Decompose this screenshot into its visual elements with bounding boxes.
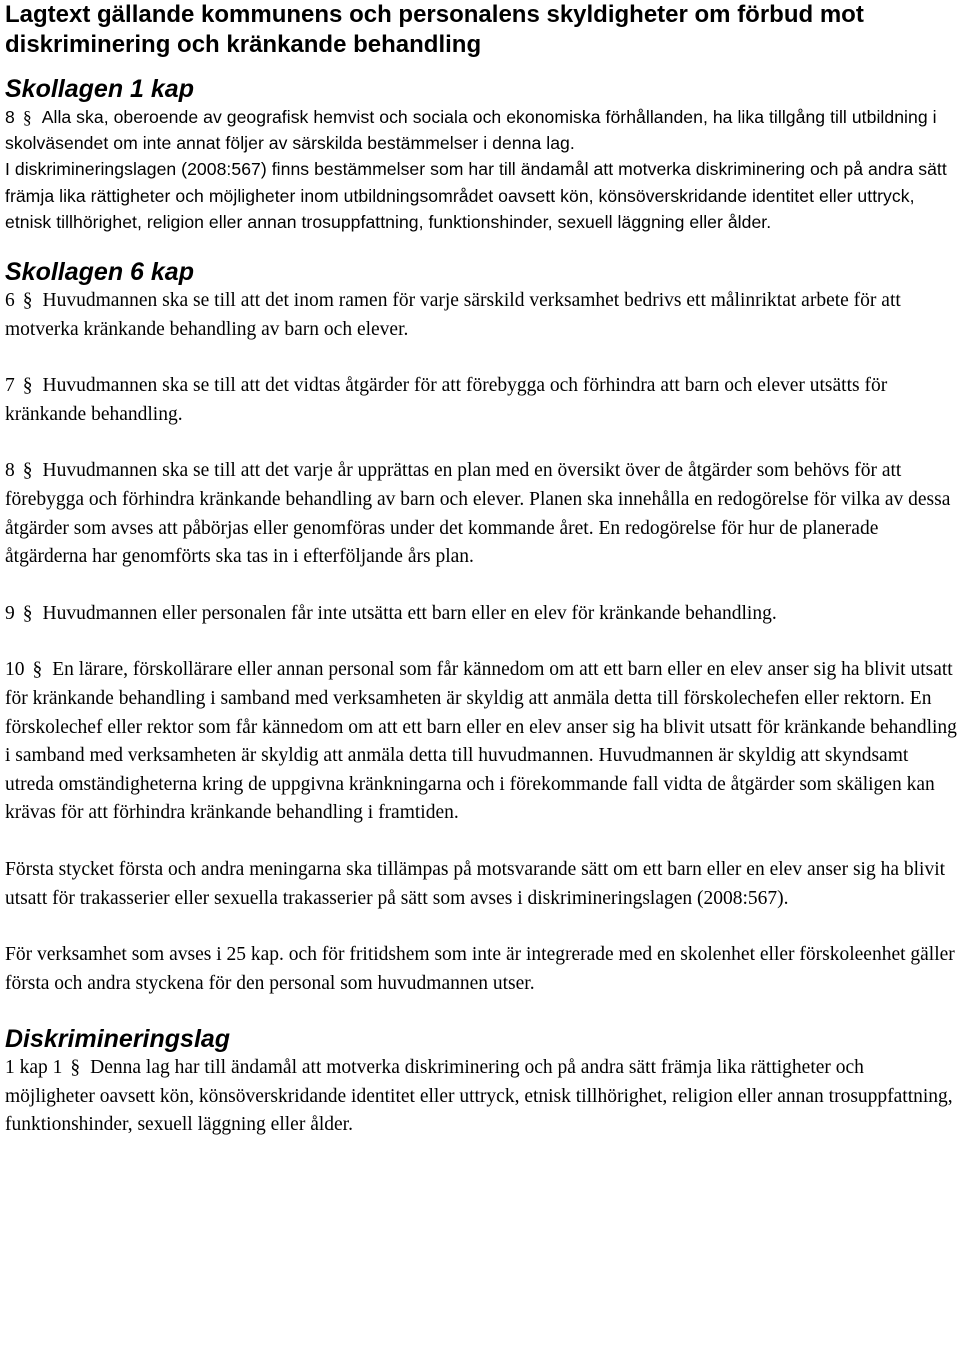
document xyxy=(5,0,958,1140)
paragraph-text: En lärare, förskollärare eller annan personal som får kännedom om att ett barn eller en elev anser sig ha blivit utsatt för kränkande behandling i samband med verksamheten är skyldig att anmäla detta till förskolechefen eller rektorn. En förskolechef eller rektor som får kännedom om att ett barn eller en elev anser sig ha blivit utsatt för kränkande behandling i samband med verksamheten är skyldig att anmäla detta till huvudmannen. Huvudmannen är skyldig att skyndsamt utreda omständigheterna kring de uppgivna kränkningarna och i förekommande fall vidta de åtgärder som skäligen kan krävas för att förhindra kränkande behandling i framtiden. xyxy=(5,659,957,824)
paragraph-text: Huvudmannen ska se till att det inom ramen för varje särskild verksamhet bedrivs ett målinriktat arbete för att motverka kränkande behandling av barn och elever. xyxy=(5,290,901,340)
paragraph xyxy=(5,1054,958,1140)
section-sign: § xyxy=(22,290,33,312)
paragraph-text: I diskrimineringslagen (2008:567) finns bestämmelser som har till ändamål att motverka diskriminering och på andra sätt främja lika rättigheter och möjligheter inom utbildningsområdet oavsett kön, könsöverskridande identitet eller uttryck, etnisk tillhörighet, religion eller annan trosuppfattning, funktionshinder, sexuell läggning eller ålder. xyxy=(5,159,947,232)
section-sign: § xyxy=(22,602,33,624)
paragraph-number: 10 xyxy=(5,659,25,681)
paragraph-text: Huvudmannen ska se till att det varje år upprättas en plan med en översikt över de åtgärder som behövs för att förebygga och förhindra kränkande behandling av barn och elever. Planen ska innehålla en redogörelse för vilka av dessa åtgärder som avses att påbörjas eller genomföras under det kommande året. En redogörelse för hur de planerade åtgärderna har genomförts ska tas in i efterföljande års plan. xyxy=(5,460,951,568)
paragraph-text: Alla ska, oberoende av geografisk hemvist och sociala och ekonomiska förhållanden, ha lika tillgång till utbildning i skolväsendet om inte annat följer av särskilda bestämmelser i denna lag. xyxy=(5,107,937,154)
paragraph-number: 6 xyxy=(5,290,15,312)
paragraph-text: Denna lag har till ändamål att motverka diskriminering och på andra sätt främja lika rättigheter och möjligheter oavsett kön, könsöverskridande identitet eller uttryck, etnisk tillhörighet, religion eller annan trosuppfattning, funktionshinder, sexuell läggning eller ålder. xyxy=(5,1057,953,1136)
paragraph-number: 8 xyxy=(5,460,15,482)
paragraph xyxy=(5,156,958,235)
paragraph xyxy=(5,941,958,998)
paragraph xyxy=(5,287,958,344)
paragraph xyxy=(5,656,958,828)
document-title: Lagtext gällande kommunens och personalens skyldigheter om förbud mot diskriminering och kränkande behandling xyxy=(5,1,864,58)
paragraph xyxy=(5,104,958,156)
paragraph-number: 8 xyxy=(5,107,15,127)
paragraph-text: Huvudmannen eller personalen får inte utsätta ett barn eller en elev för kränkande behandling. xyxy=(42,602,777,624)
paragraph-number: 1 kap 1 xyxy=(5,1057,63,1079)
section-sign: § xyxy=(22,107,32,127)
section-heading: Skollagen 6 kap xyxy=(5,258,194,287)
section-sign: § xyxy=(22,375,33,397)
section-heading: Skollagen 1 kap xyxy=(5,75,194,103)
paragraph xyxy=(5,457,958,571)
section-sign: § xyxy=(22,460,33,482)
paragraph xyxy=(5,600,958,629)
section-sign: § xyxy=(70,1057,81,1079)
paragraph-number: 7 xyxy=(5,375,15,397)
paragraph-number: 9 xyxy=(5,602,15,624)
section-heading: Diskrimineringslag xyxy=(5,1025,231,1054)
section-sign: § xyxy=(32,659,43,681)
paragraph xyxy=(5,856,958,913)
paragraph-text: För verksamhet som avses i 25 kap. och för fritidshem som inte är integrerade med en skolenhet eller förskoleenhet gäller första och andra styckena för den personal som huvudmannen utser. xyxy=(5,944,955,994)
document-body xyxy=(5,74,958,1140)
paragraph-text: Huvudmannen ska se till att det vidtas åtgärder för att förebygga och förhindra att barn och elever utsätts för kränkande behandling. xyxy=(5,375,888,425)
paragraph xyxy=(5,372,958,429)
paragraph-text: Första stycket första och andra meningarna ska tillämpas på motsvarande sätt om ett barn eller en elev anser sig ha blivit utsatt för trakasserier eller sexuella trakasserier på sätt som avses i diskrimineringslagen (2008:567). xyxy=(5,858,946,909)
